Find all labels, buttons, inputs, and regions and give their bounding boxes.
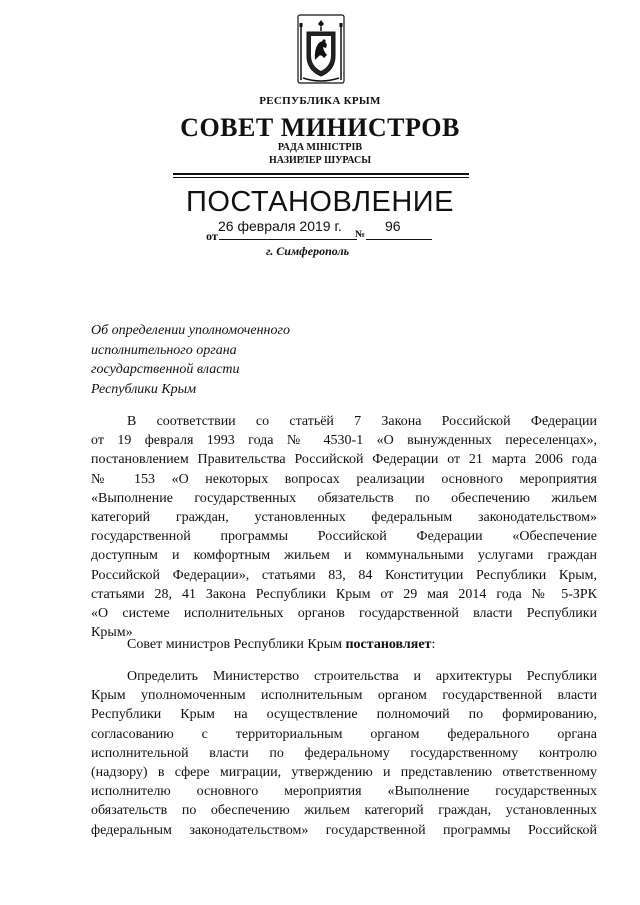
council-title-ukrainian: РАДА МІНІСТРІВ <box>277 142 363 153</box>
resolution-verb: постановляет <box>345 637 432 652</box>
text-line: «Выполнение государственных обязательств по обеспечению жильем <box>91 490 597 506</box>
document-number: 96 <box>385 218 401 234</box>
document-type: ПОСТАНОВЛЕНИЕ <box>186 186 454 218</box>
coat-of-arms-emblem <box>297 14 345 84</box>
text-line: исполнителю основного мероприятия «Выполнение государственных <box>91 784 597 800</box>
text-line: обязательств по обеспечению жильем категорий граждан, установленных <box>91 803 597 819</box>
subject-line: исполнительного органа <box>91 342 237 358</box>
date-underline <box>219 239 357 240</box>
resolution-statement <box>127 637 435 653</box>
document-city: г. Симферополь <box>266 244 350 258</box>
subject-line: Республики Крым <box>91 381 197 397</box>
republic-name: РЕСПУБЛИКА КРЫМ <box>259 95 381 107</box>
text-line: государственной программы Российской Федерации «Обеспечение <box>91 529 597 545</box>
preamble-paragraph <box>91 412 597 642</box>
document-subject <box>91 321 290 399</box>
text-line: (надзору) в сфере миграции, утверждению и представлению ответственному <box>91 765 597 781</box>
text-line: Определить Министерство строительства и архитектуры Республики <box>127 669 597 684</box>
subject-line: государственной власти <box>91 362 240 377</box>
text-line: Республики Крым на осуществление полномочий по формированию, <box>91 707 597 723</box>
council-title-crimean-tatar: НАЗИРЛЕР ШУРАСЫ <box>268 155 372 166</box>
text-line: № 153 «О некоторых вопросах реализации основного мероприятия <box>91 471 597 487</box>
number-underline <box>366 239 432 240</box>
text-line: статьями 28, 41 Закона Республики Крым от 29 мая 2014 года № 5-ЗРК <box>91 586 597 602</box>
text-line: Российской Федерации», статьями 83, 84 Конституции Республики Крым, <box>91 567 597 583</box>
text-line: В соответствии со статьёй 7 Закона Российской Федерации <box>127 414 597 429</box>
document-date: 26 февраля 2019 г. <box>218 218 342 234</box>
text-line: Крым уполномоченным исполнительным органом государственной власти <box>91 688 597 704</box>
text-line: от 19 февраля 1993 года № 4530-1 «О вынужденных переселенцах», <box>91 433 597 449</box>
council-title: СОВЕТ МИНИСТРОВ <box>180 113 460 142</box>
text-line: федеральным законодательством» государственной программы Российской <box>91 822 597 838</box>
text-line: постановлением Правительства Российской Федерации от 21 марта 2006 года <box>91 452 597 468</box>
resolution-prefix: Совет министров Республики Крым <box>127 637 342 652</box>
resolution-suffix: : <box>431 637 436 652</box>
subject-line: Об определении уполномоченного <box>91 323 290 338</box>
text-line: согласованию с территориальным органом федерального органа <box>91 726 597 742</box>
text-line: исполнительной власти по федеральному государственному контролю <box>91 745 597 761</box>
text-line: доступным и комфортным жильем и коммунальными услугами граждан <box>91 548 597 564</box>
text-line: Крым» <box>91 625 133 641</box>
header-rule-thin <box>173 177 469 178</box>
operative-paragraph <box>91 667 597 840</box>
text-line: категорий граждан, установленных федеральным законодательством» <box>91 510 597 526</box>
date-label: от <box>206 229 218 243</box>
number-label: № <box>355 229 366 240</box>
header-rule-thick <box>173 173 469 175</box>
text-line: «О системе исполнительных органов государственной власти Республики <box>91 606 597 622</box>
